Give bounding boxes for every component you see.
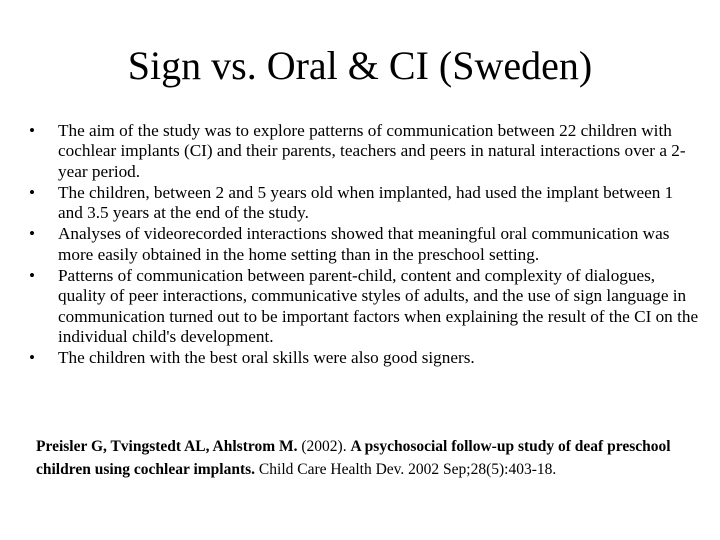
bullet-item bbox=[28, 224, 700, 265]
bullet-dot-icon: • bbox=[29, 348, 36, 368]
bullet-dot-icon: • bbox=[29, 224, 36, 244]
citation-source: Child Care Health Dev. 2002 Sep;28(5):403-18. bbox=[255, 461, 557, 478]
citation-article-title: A psychosocial follow-up study of deaf preschool children using cochlear implants. bbox=[36, 438, 671, 478]
bullet-text: The aim of the study was to explore patterns of communication between 22 children with cochlear implants (CI) and their parents, teachers and peers in natural interactions over a 2-year period. bbox=[58, 121, 686, 181]
citation-year: (2002). bbox=[297, 438, 351, 455]
bullet-dot-icon: • bbox=[29, 182, 36, 202]
bullet-dot-icon: • bbox=[29, 121, 36, 140]
bullet-item bbox=[28, 348, 700, 368]
citation-authors: Preisler G, Tvingstedt AL, Ahlstrom M. bbox=[36, 438, 298, 455]
bullet-text: Analyses of videorecorded interactions showed that meaningful oral communication was more easily obtained in the home setting than in the preschool setting. bbox=[58, 224, 670, 264]
bullet-item bbox=[28, 121, 700, 182]
slide-title: Sign vs. Oral & CI (Sweden) bbox=[127, 43, 593, 88]
bullet-dot-icon: • bbox=[29, 266, 36, 286]
bullet-text: The children with the best oral skills were also good signers. bbox=[58, 348, 475, 368]
bullet-item bbox=[28, 183, 700, 224]
bullet-text: The children, between 2 and 5 years old when implanted, had used the implant between 1 and 3.5 years at the end of the study. bbox=[58, 182, 674, 223]
bullet-list bbox=[28, 121, 700, 370]
bullet-text: Patterns of communication between parent-child, content and complexity of dialogues, quality of peer interactions, communicative styles of adults, and the use of sign language in communication turned out to be important factors when explaining the result of the CI on the individual child's development. bbox=[58, 266, 699, 346]
citation bbox=[36, 435, 686, 481]
bullet-item bbox=[28, 266, 700, 347]
